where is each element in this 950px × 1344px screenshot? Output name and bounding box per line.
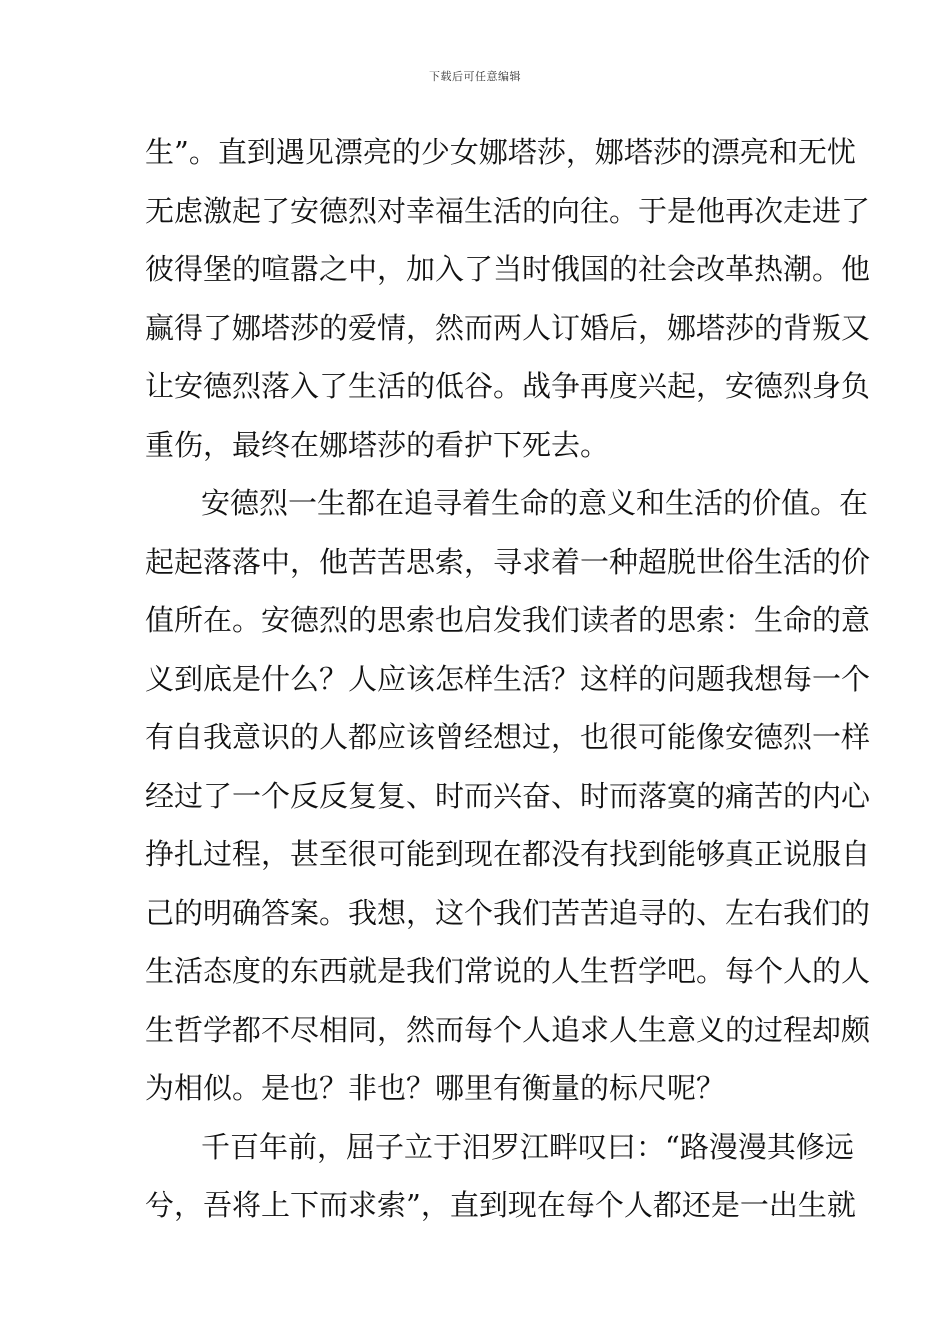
text-line: 己的明确答案。我想，这个我们苦苦追寻的、左右我们的 (145, 895, 871, 930)
text-line: 彼得堡的喧嚣之中，加入了当时俄国的社会改革热潮。他 (145, 252, 871, 286)
text-line: 有自我意识的人都应该曾经想过，也很可能像安德烈一样 (145, 720, 871, 754)
text-line: 生”。直到遇见漂亮的少女娜塔莎，娜塔莎的漂亮和无忧 (145, 135, 856, 169)
text-line: 起起落落中，他苦苦思索，寻求着一种超脱世俗生活的价 (145, 544, 871, 579)
page-header-note: 下载后可任意编辑 (429, 70, 521, 83)
text-line: 让安德烈落入了生活的低谷。战争再度兴起，安德烈身负 (145, 369, 871, 403)
text-line: 无虑激起了安德烈对幸福生活的向往。于是他再次走进了 (145, 193, 871, 228)
text-line: 赢得了娜塔莎的爱情，然而两人订婚后，娜塔莎的背叛又 (145, 310, 871, 345)
text-line: 值所在。安德烈的思索也启发我们读者的思索：生命的意 (145, 603, 871, 637)
paragraph-start-line: 千百年前，屈子立于汨罗江畔叹曰：“路漫漫其修远 (201, 1129, 854, 1164)
document-body (145, 128, 871, 1240)
text-line: 经过了一个反反复复、时而兴奋、时而落寞的痛苦的内心 (145, 778, 871, 813)
text-line: 义到底是什么？人应该怎样生活？这样的问题我想每一个 (145, 661, 871, 696)
text-line: 重伤，最终在娜塔莎的看护下死去。 (145, 427, 610, 462)
paragraph-start-line: 安德烈一生都在追寻着生命的意义和生活的价值。在 (201, 486, 869, 520)
text-line: 兮，吾将上下而求索”，直到现在每个人都还是一出生就 (145, 1188, 856, 1222)
text-line: 生活态度的东西就是我们常说的人生哲学吧。每个人的人 (145, 954, 871, 988)
text-line: 为相似。是也？非也？哪里有衡量的标尺呢？ (145, 1071, 726, 1105)
text-line: 生哲学都不尽相同，然而每个人追求人生意义的过程却颇 (145, 1012, 871, 1047)
text-line: 挣扎过程，甚至很可能到现在都没有找到能够真正说服自 (145, 837, 871, 871)
